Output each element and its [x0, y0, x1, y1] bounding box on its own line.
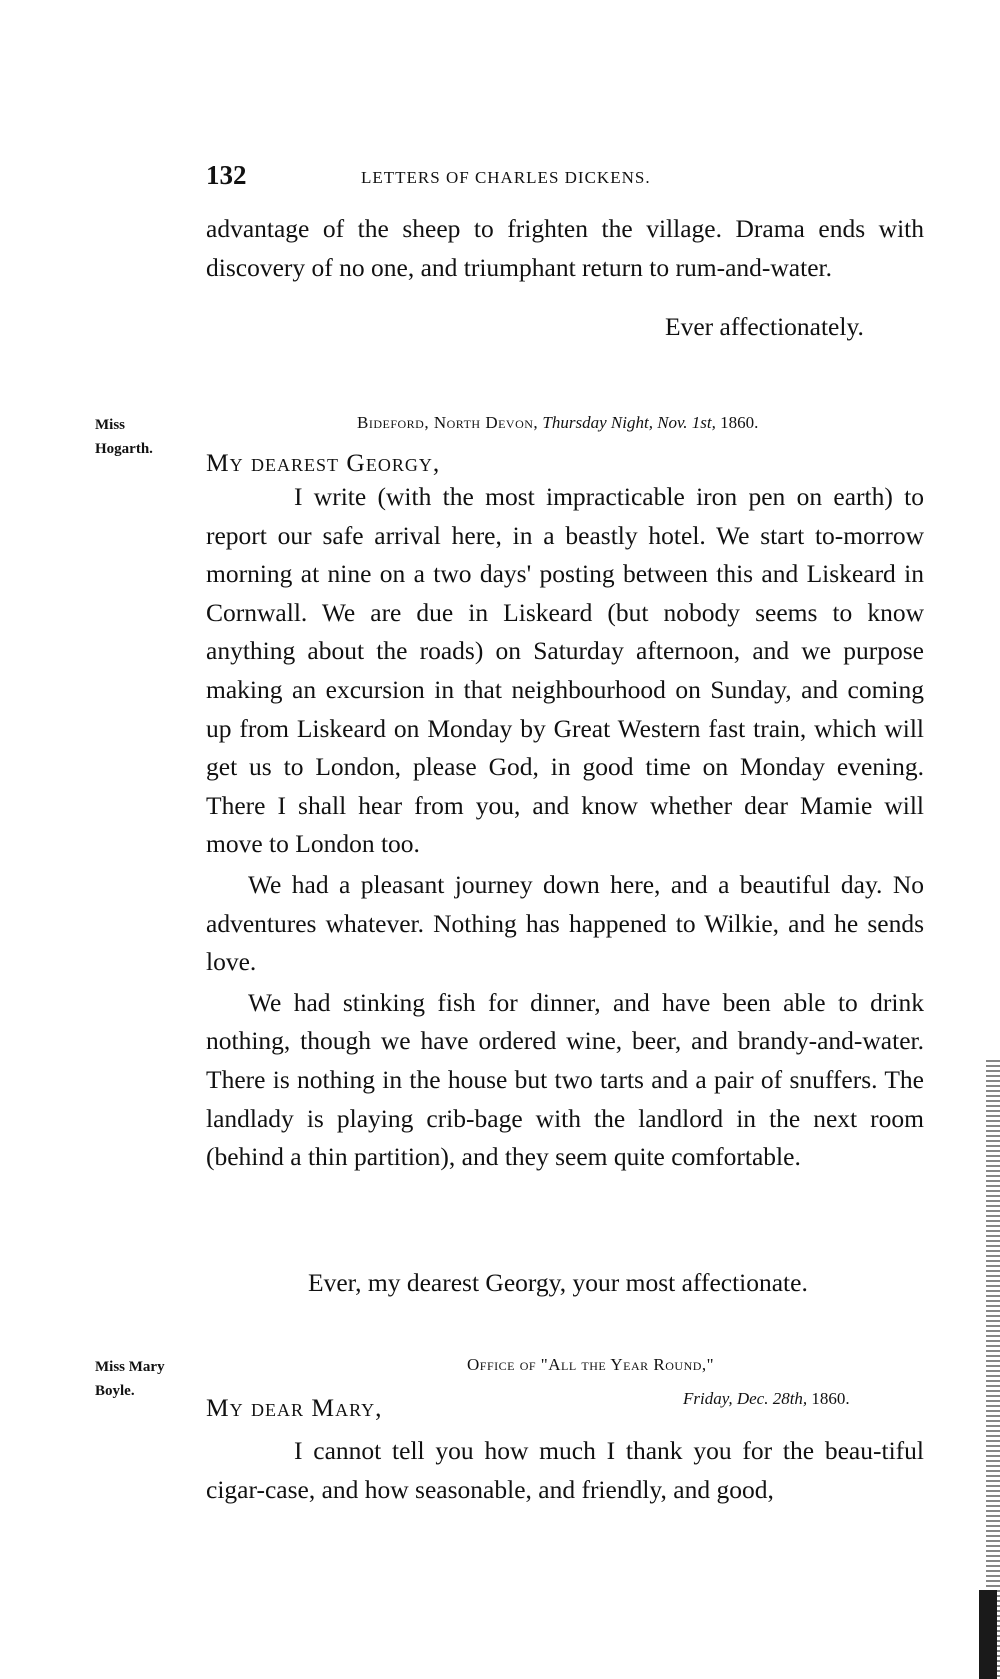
margin-note-line: Boyle. — [95, 1383, 135, 1399]
letter-2-salutation: My dear Mary, — [206, 1393, 383, 1422]
dateline-date: Thursday Night, Nov. 1st, — [542, 413, 716, 432]
dateline-place: Bideford, North Devon, — [357, 413, 539, 432]
letter-1-closing: Ever, my dearest Georgy, your most affectionate. — [308, 1268, 808, 1297]
dateline-year: 1860. — [720, 413, 759, 432]
letter-1-paragraph: We had a pleasant journey down here, and a beautiful day. No adventures whatever. Nothing has happened to Wilkie, and he sends love. — [206, 869, 924, 977]
page-binding-shadow — [979, 1590, 997, 1679]
continuation-closing: Ever affectionately. — [665, 312, 864, 341]
continuation-paragraph: advantage of the sheep to frighten the village. Drama ends with discovery of no one, and triumphant return to rum-and-water. — [206, 214, 924, 282]
letter-2-dateline-place — [467, 1355, 714, 1375]
page-header — [206, 160, 916, 196]
letter-2-dateline-date — [683, 1389, 850, 1409]
letter-1-body — [206, 478, 924, 1177]
continuation-paragraph-block — [206, 210, 924, 287]
margin-note-recipient-1 — [95, 413, 153, 461]
margin-note-line: Miss Mary — [95, 1359, 165, 1375]
margin-note-line: Miss — [95, 417, 125, 433]
letter-1-salutation: My dearest Georgy, — [206, 448, 441, 477]
letter-1-dateline — [357, 413, 758, 433]
running-title: LETTERS OF CHARLES DICKENS. — [361, 168, 651, 187]
letter-1-paragraph: I write (with the most impracticable iron pen on earth) to report our safe arrival here, in a beastly hotel. We start to-morrow morning at nine on a two days' posting between this and Liskeard in Cornwall. We are due in Liskeard (but nobody seems to know anything about the roads) on Saturday afternoon, and we purpose making an excursion in that neighbourhood on Sunday, and coming up from Liskeard on Monday by Great Western fast train, which will get us to London, please God, in good time on Monday evening. There I shall hear from you, and know whether dear Mamie will move to London too. — [206, 482, 924, 859]
margin-note-recipient-2 — [95, 1355, 165, 1403]
page-binding-edge — [986, 1060, 1000, 1679]
dateline-place: Office of "All the Year Round," — [467, 1355, 715, 1374]
letter-2-body — [206, 1432, 924, 1509]
dateline-date: Friday, Dec. 28th, — [683, 1389, 808, 1408]
letter-1-paragraph: We had stinking fish for dinner, and have been able to drink nothing, though we have ordered wine, beer, and brandy-and-water. There is nothing in the house but two tarts and a pair of snuffers. The landlady is playing crib-bage with the landlord in the next room (behind a thin partition), and they seem quite comfortable. — [206, 987, 924, 1172]
page-number: 132 — [206, 160, 247, 190]
letter-2-paragraph: I cannot tell you how much I thank you for the beau-tiful cigar-case, and how seasonable, and friendly, and good, — [206, 1436, 924, 1504]
margin-note-line: Hogarth. — [95, 441, 153, 457]
dateline-year: 1860. — [811, 1389, 850, 1408]
